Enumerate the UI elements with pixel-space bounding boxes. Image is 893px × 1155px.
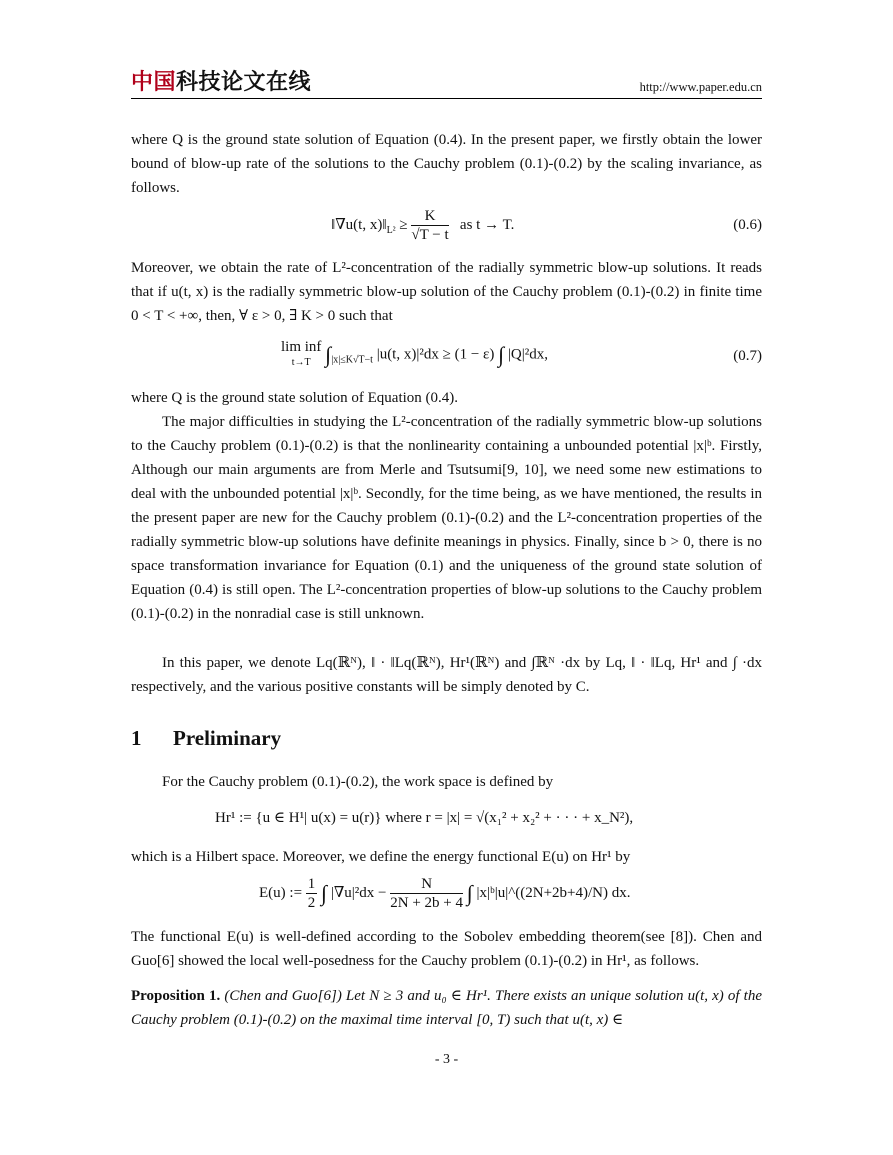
eq06-sub: L² (386, 224, 396, 236)
paragraph-2: Moreover, we obtain the rate of L²-concentration of the radially symmetric blow-up solutions. It reads that if u(t, x) is the radially symmetric blow-up solution of the Cauchy problem (0.1)-(0.2) in finite time 0 < T < +∞, then, ∀ ε > 0, ∃ K > 0 such that (131, 260, 762, 324)
eq07-lim: lim inf (281, 339, 322, 355)
eq06-lhs: ‖∇u(t, x)‖ (331, 216, 387, 233)
equation-energy (131, 873, 762, 913)
eq06-label: (0.6) (733, 217, 762, 233)
eq07-limsub: t→T (291, 357, 311, 368)
proposition-1 (131, 984, 762, 1032)
energy-half-num: 1 (307, 876, 316, 892)
proposition-label: Proposition 1. (131, 988, 221, 1004)
integral-sign-3: ∫ (321, 880, 328, 906)
eq07-label: (0.7) (733, 348, 762, 364)
section-heading (131, 726, 281, 751)
paragraph-3: where Q is the ground state solution of Equation (0.4). (131, 390, 459, 406)
header-rule (131, 98, 762, 99)
energy-half (306, 875, 318, 912)
integral-sign-2: ∫ (498, 342, 505, 367)
integral-sign-4: ∫ (466, 880, 473, 906)
energy-lhs: E(u) := (259, 884, 303, 901)
eq06-numerator: K (411, 207, 448, 226)
energy-frac-num: N (390, 875, 463, 894)
energy-frac (390, 875, 463, 912)
equation-0-7 (131, 336, 762, 376)
paragraph-8: The functional E(u) is well-defined according to the Sobolev embedding theorem(see [8]). Chen and Guo[6] showed the local well-posedness for the Cauchy problem (0.1)-(0.2) in Hr¹, as follows. (131, 929, 762, 969)
paragraph-1: where Q is the ground state solution of Equation (0.4). In the present paper, we firstly obtain the lower bound of blow-up rate of the solutions to the Cauchy problem (0.1)-(0.2) by the scaling invariance, as follows. (131, 132, 762, 196)
page-number: - 3 - (434, 1052, 459, 1067)
integral-sign: ∫ (325, 342, 332, 367)
journal-logo: 中国科技论文在线 (131, 70, 312, 95)
eq06-denominator: √T − t (411, 227, 449, 243)
proposition-text: (Chen and Guo[6]) Let N ≥ 3 and u₀ ∈ Hr¹. There exists an unique solution u(t, x) of the Cauchy problem (0.1)-(0.2) on the maximal time interval [0, T) such that u(t, x) ∈ (131, 988, 762, 1028)
energy-frac-den: 2N + 2b + 4 (390, 895, 464, 911)
section-number: 1 (131, 726, 142, 750)
energy-half-den: 2 (307, 895, 316, 911)
equation-hr-def (131, 806, 762, 846)
eq07-tail: |Q|²dx, (507, 346, 548, 363)
header-url[interactable]: http://www.paper.edu.cn (639, 80, 762, 94)
eq06-ge: ≥ (399, 216, 408, 233)
paragraph-6: For the Cauchy problem (0.1)-(0.2), the work space is defined by (162, 774, 554, 790)
equation-0-6 (131, 205, 762, 245)
hr-definition: Hr¹ := {u ∈ H¹| u(x) = u(r)} where r = |x| = √(x₁² + x₂² + · · · + x_N²), (215, 810, 634, 826)
paragraph-5: In this paper, we denote Lq(ℝᴺ), ‖ · ‖Lq(ℝᴺ), Hr¹(ℝᴺ) and ∫ℝᴺ ·dx by Lq, ‖ · ‖Lq, Hr¹ and ∫ ·dx respectively, and the various positive constants will be simply denoted by C. (131, 655, 762, 695)
paragraph-4: The major difficulties in studying the L²-concentration of the radially symmetric blow-up solutions to the Cauchy problem (0.1)-(0.2) is that the nonlinearity containing a unbounded potential |x|ᵇ. Firstly, Although our main arguments are from Merle and Tsutsumi[9, 10], we need some new estimations to deal with the unbounded potential |x|ᵇ. Secondly, for the time being, as we have mentioned, the results in the present paper are new for the Cauchy problem (0.1)-(0.2) and the L²-concentration properties of the radially symmetric blow-up solutions have definite meanings in physics. Finally, since b > 0, there is no space transformation invariance for Equation (0.1) and the uniqueness of the ground state solution of Equation (0.4) is still open. The L²-concentration properties of blow-up solutions to the Cauchy problem (0.1)-(0.2) in the nonradial case is still unknown. (131, 414, 762, 622)
eq07-intsub: |x|≤K√T−t (331, 354, 373, 366)
paragraph-7: which is a Hilbert space. Moreover, we define the energy functional E(u) on Hr¹ by (131, 849, 631, 865)
eq07-body: |u(t, x)|²dx ≥ (1 − ε) (376, 346, 495, 363)
eq06-tail: as t → T. (459, 216, 515, 233)
energy-tail: |x|ᵇ|u|^((2N+2b+4)/N) dx. (476, 884, 631, 901)
section-title: Preliminary (173, 726, 282, 750)
energy-mid: |∇u|²dx − (330, 884, 387, 901)
eq06-fraction (411, 207, 448, 244)
